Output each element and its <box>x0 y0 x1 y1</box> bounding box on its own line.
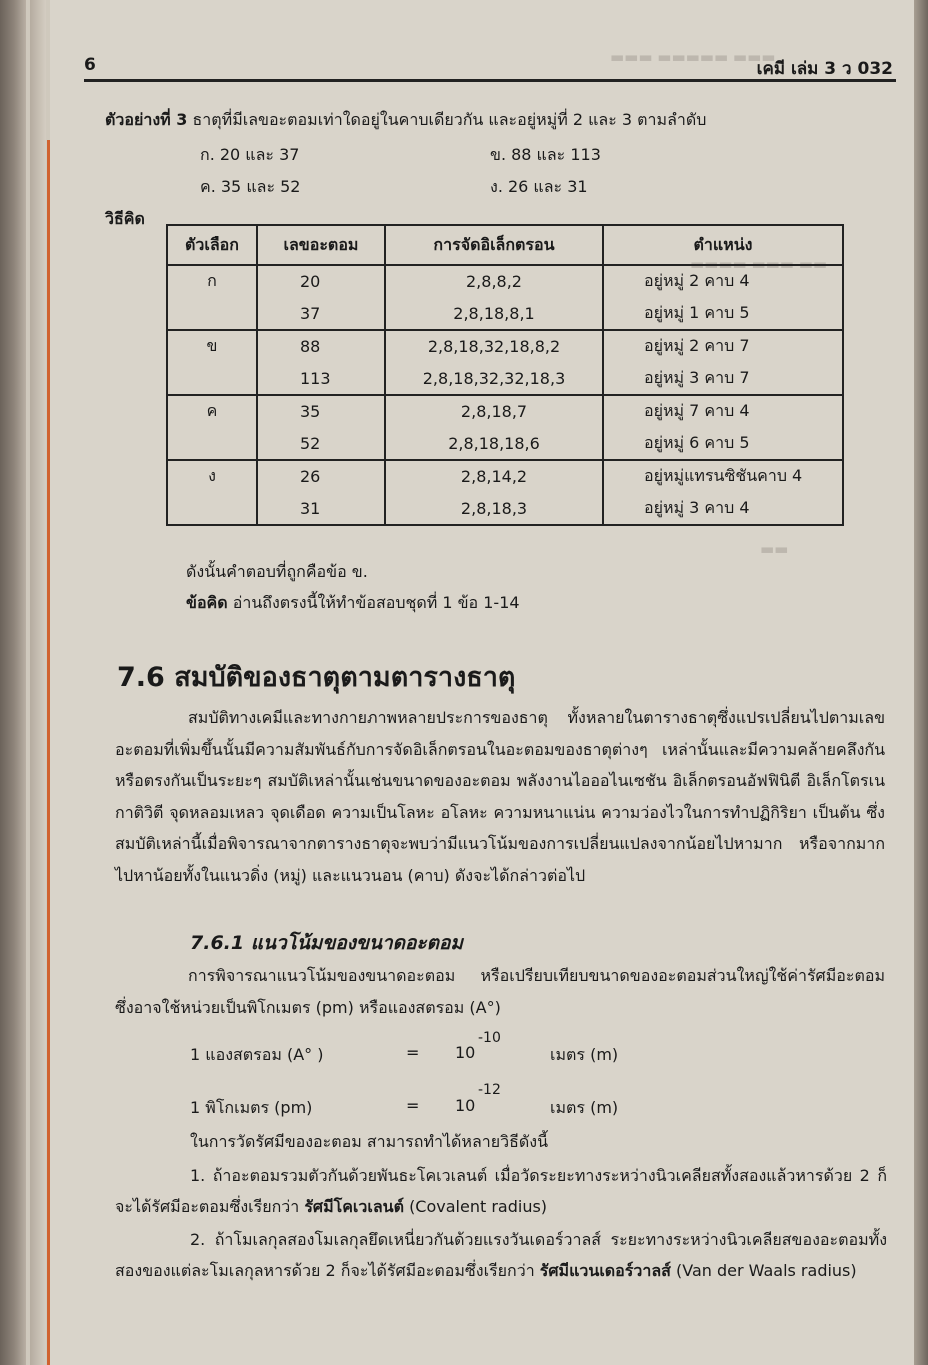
atomic-number-cell: 35 <box>300 402 321 422</box>
book-page-edge-left <box>0 0 26 1365</box>
example-question: ธาตุที่มีเลขอะตอมเท่าใดอยู่ในคาบเดียวกัน และอยู่หมู่ที่ 2 และ 3 ตามลำดับ <box>192 110 707 129</box>
position-cell: อยู่หมู่ 2 คาบ 7 <box>644 336 750 356</box>
choice-cell <box>167 493 257 526</box>
page-number: 6 <box>84 55 96 75</box>
header-rule <box>84 79 896 82</box>
method-2-term: รัศมีแวนเดอร์วาลส์ <box>539 1261 671 1280</box>
unit-lhs: 1 พิโกเมตร (pm) <box>190 1098 313 1117</box>
atomic-number-cell: 31 <box>300 498 321 518</box>
column-header: การจัดอิเล็กตรอน <box>385 225 603 265</box>
position-cell: อยู่หมู่แทรนซิชันคาบ 4 <box>644 466 803 486</box>
unit-rhs: เมตร (m) <box>550 1098 619 1117</box>
choice-cell <box>167 363 257 396</box>
choice-b: ข. 88 และ 113 <box>490 145 601 164</box>
table-row <box>167 298 843 331</box>
column-header: ตำแหน่ง <box>603 225 843 265</box>
config-cell: 2,8,18,7 <box>385 395 603 428</box>
position-cell: อยู่หมู่ 6 คาบ 5 <box>644 432 750 452</box>
method-2-text: 2. ถ้าโมเลกุลสองโมเลกุลยึดเหนี่ยวกันด้วยแรงวันเดอร์วาลส์ ระยะทางระหว่างนิวเคลียสของอะตอมทั้งสองของแต่ละโมเลกุลหารด้วย 2 ก็จะได้รัศมีอะตอมซึ่งเรียกว่า <box>115 1230 887 1280</box>
subsection-title: 7.6.1 แนวโน้มของขนาดอะตอม <box>190 932 463 954</box>
position-cell: อยู่หมู่ 7 คาบ 4 <box>644 401 750 421</box>
show-through-text: ▬▬ <box>760 540 789 558</box>
show-through-text: ▬▬▬▬ ▬▬▬ ▬▬ <box>690 255 828 273</box>
method-1-english: (Covalent radius) <box>409 1197 548 1216</box>
method-1-text: 1. ถ้าอะตอมรวมตัวกันด้วยพันธะโคเวเลนต์ เมื่อวัดระยะทางระหว่างนิวเคลียสทั้งสองแล้วหารด้วย 2 ก็จะได้รัศมีอะตอมซึ่งเรียกว่า <box>115 1166 887 1216</box>
table-row <box>167 395 843 428</box>
config-cell: 2,8,18,32,18,8,2 <box>385 330 603 363</box>
config-cell: 2,8,18,8,1 <box>385 298 603 331</box>
unit-eq: = <box>406 1096 420 1115</box>
config-cell: 2,8,18,3 <box>385 493 603 526</box>
note-line <box>186 591 520 616</box>
electron-config-table <box>166 224 844 526</box>
table-row <box>167 460 843 493</box>
table-row <box>167 265 843 298</box>
section-title: 7.6 สมบัติของธาตุตามตารางธาตุ <box>117 662 516 693</box>
choice-d: ง. 26 และ 31 <box>490 177 588 196</box>
answer-line: ดังนั้นคำตอบที่ถูกคือข้อ ข. <box>186 562 368 581</box>
book-spine <box>30 0 46 1365</box>
position-cell: อยู่หมู่ 2 คาบ 4 <box>644 271 750 291</box>
methods-intro: ในการวัดรัศมีของอะตอม สามารถทำได้หลายวิธีดังนี้ <box>190 1132 549 1151</box>
atomic-number-cell: 88 <box>300 337 321 357</box>
choice-cell <box>167 298 257 331</box>
choice-c: ค. 35 และ 52 <box>200 177 301 196</box>
show-through-text: ▬▬▬ ▬▬▬▬▬ ▬▬▬ <box>610 48 776 66</box>
unit-base: 10 <box>455 1043 476 1062</box>
example-line <box>105 108 706 133</box>
unit-exponent: -12 <box>478 1082 501 1098</box>
atomic-number-cell: 37 <box>300 303 321 323</box>
column-header: ตัวเลือก <box>167 225 257 265</box>
atomic-number-cell: 26 <box>300 467 321 487</box>
method-2-paragraph <box>115 1224 887 1286</box>
table-header-row <box>167 225 843 265</box>
choice-cell: ข <box>167 330 257 363</box>
unit-base: 10 <box>455 1096 476 1115</box>
atomic-number-cell: 52 <box>300 433 321 453</box>
unit-eq: = <box>406 1043 420 1062</box>
table-row <box>167 493 843 526</box>
section-paragraph: สมบัติทางเคมีและทางกายภาพหลายประการของธาตุ ทั้งหลายในตารางธาตุซึ่งแปรเปลี่ยนไปตามเลขอะตอมที่เพิ่มขึ้นนั้นมีความสัมพันธ์กับการจัดอิเล็กตรอนในอะตอมของธาตุต่างๆ เหล่านั้นและมีความคล้ายคลึงกันหรือตรงกันเป็นระยะๆ สมบัติเหล่านั้นเช่นขนาดของอะตอม พลังงานไอออไนเซชัน อิเล็กตรอนอัฟฟินิตี อิเล็กโตรเนกาติวิตี จุดหลอมเหลว จุดเดือด ความเป็นโลหะ อโลหะ ความหนาแน่น ความว่องไวในการทำปฏิกิริยา เป็นต้น ซึ่งสมบัติเหล่านี้เมื่อพิจารณาจากตารางธาตุจะพบว่ามีแนวโน้มของการเปลี่ยนแปลงจากน้อยไปหามาก หรือจากมากไปหาน้อยทั้งในแนวดิ่ง (หมู่) และแนวนอน (คาบ) ดังจะได้กล่าวต่อไป <box>115 708 885 885</box>
choice-cell: ค <box>167 395 257 428</box>
position-cell: อยู่หมู่ 3 คาบ 4 <box>644 497 750 517</box>
book-page-edge-right <box>914 0 928 1365</box>
unit-lhs: 1 แองสตรอม (A° ) <box>190 1045 324 1064</box>
method-2-english: (Van der Waals radius) <box>676 1261 857 1280</box>
unit-rhs: เมตร (m) <box>550 1045 619 1064</box>
example-heading: ตัวอย่างที่ 3 <box>105 110 188 129</box>
choice-cell: ก <box>167 265 257 298</box>
table-row <box>167 428 843 461</box>
choice-a: ก. 20 และ 37 <box>200 145 300 164</box>
position-cell: อยู่หมู่ 3 คาบ 7 <box>644 367 750 387</box>
unit-exponent: -10 <box>478 1030 501 1046</box>
column-header: เลขอะตอม <box>257 225 385 265</box>
choice-cell <box>167 428 257 461</box>
subsection-paragraph: การพิจารณาแนวโน้มของขนาดอะตอม หรือเปรียบเทียบขนาดของอะตอมส่วนใหญ่ใช้ค่ารัศมีอะตอม ซึ่งอาจใช้หน่วยเป็นพิโกเมตร (pm) หรือแองสตรอม (A°) <box>115 966 885 1017</box>
table-row <box>167 363 843 396</box>
config-cell: 2,8,14,2 <box>385 460 603 493</box>
config-cell: 2,8,18,18,6 <box>385 428 603 461</box>
note-label: ข้อคิด <box>186 593 228 612</box>
note-text: อ่านถึงตรงนี้ให้ทำข้อสอบชุดที่ 1 ข้อ 1-14 <box>232 593 520 612</box>
method-label: วิธีคิด <box>105 209 145 228</box>
page-margin-stripe <box>47 140 50 1365</box>
table-row <box>167 330 843 363</box>
position-cell: อยู่หมู่ 1 คาบ 5 <box>644 302 750 322</box>
config-cell: 2,8,8,2 <box>385 265 603 298</box>
method-1-paragraph <box>115 1160 887 1222</box>
config-cell: 2,8,18,32,32,18,3 <box>385 363 603 396</box>
atomic-number-cell: 20 <box>300 272 321 292</box>
method-1-term: รัศมีโคเวเลนต์ <box>304 1197 404 1216</box>
choice-cell: ง <box>167 460 257 493</box>
atomic-number-cell: 113 <box>300 368 331 388</box>
running-title: เคมี เล่ม 3 ว 032 <box>756 59 893 79</box>
